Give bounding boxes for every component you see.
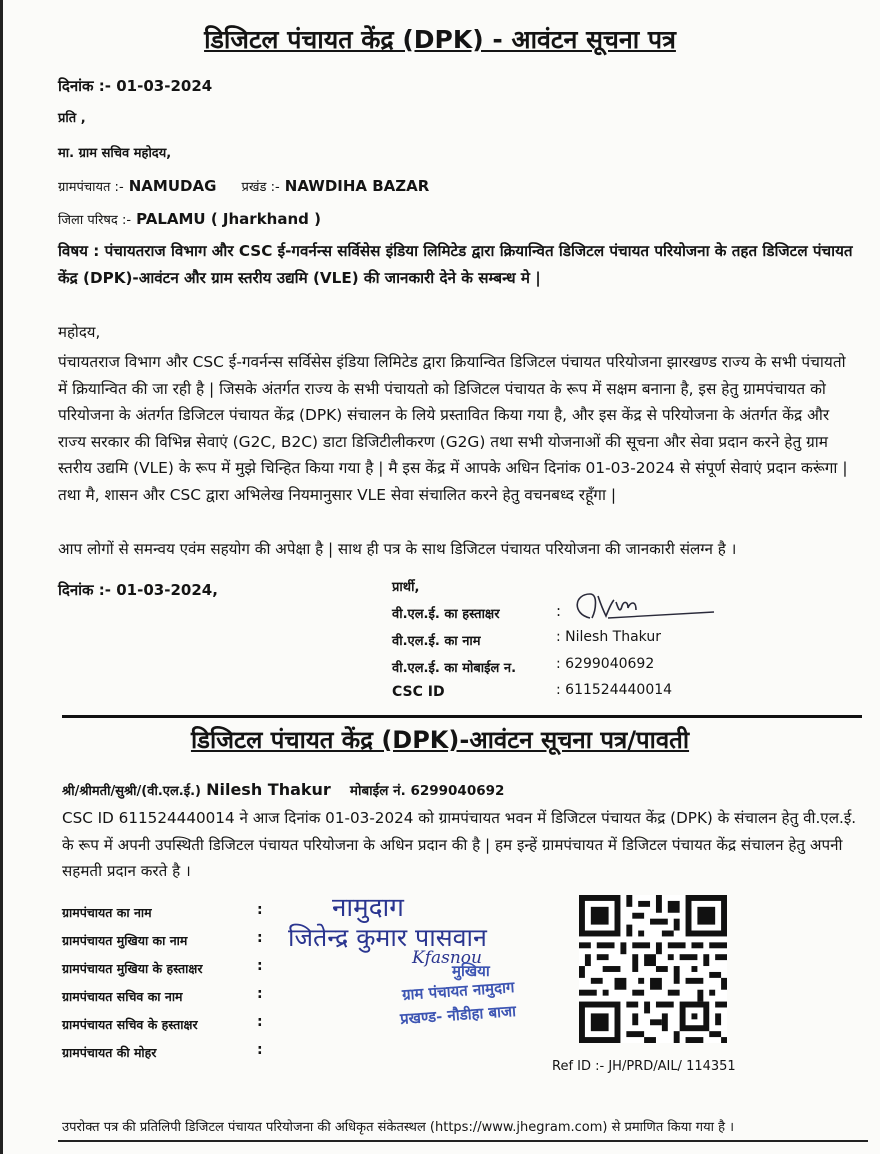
csc-id-value: : 611524440014 [556,682,673,698]
colon-4: : [257,986,263,1002]
date-line: दिनांक :- 01-03-2024 [58,77,213,95]
colon-5: : [257,1014,263,1030]
section-divider [62,715,862,718]
district-value: PALAMU ( Jharkhand ) [136,210,321,228]
district-line [58,209,321,228]
person-prefix: श्री/श्रीमती/सुश्री/(वी.एल.ई.) [62,784,201,799]
left-border [0,0,3,1154]
vle-name-label: वी.एल.ई. का नाम [392,634,481,649]
salutation: महोदय, [58,323,101,341]
addressee: मा. ग्राम सचिव महोदय, [58,146,172,161]
letter-body: पंचायतराज विभाग और CSC ई-गवर्नन्स सर्विसेस इंडिया लिमिटेड द्वारा क्रियान्वित डिजिटल पंचायत परियोजना झारखण्ड राज्य के सभी पंचायतो में क्रियान्वित की जा रही है | जिसके अंतर्गत राज्य के सभी पंचायतो को डिजिटल पंचायत के रूप में सक्षम बनाना है, इस हेतु ग्रामपंचायत को परियोजना के अंतर्गत डिजिटल पंचायत केंद्र (DPK) संचालन के लिये प्रस्तावित किया गया है, और इस केंद्र से परियोजना के अंतर्गत केंद्र और राज्य सरकार की विभिन्न सेवाएं (G2C, B2C) डाटा डिजिटीलीकरण (G2G) तथा सभी योजनाओं की सूचना और सेवा प्रदान करने हेतु ग्राम स्तरीय उद्यमि (VLE) के रूप में मुझे चिन्हित किया गया है | मै इस केंद्र में आपके अधिन दिनांक 01-03-2024 से संपूर्ण सेवाएं प्रदान करूंगा | तथा मै, शासन और CSC द्वारा अभिलेख नियमानुसार VLE सेवा संचालित करने हेतु वचनबध्द रहूँगा | [58,353,848,504]
closing-line: आप लोगों से समन्वय एवंम सहयोग की अपेक्षा है | साथ ही पत्र के साथ डिजिटल पंचायत परियोजना की जानकारी संलग्न है । [58,540,737,558]
vle-name-value: : Nilesh Thakur [556,629,661,645]
stamp-line-3: प्रखण्ड- नौडीहा बाजा [399,1001,517,1029]
row-stamp: ग्रामपंचायत की मोहर [62,1045,157,1060]
ref-id: Ref ID :- JH/PRD/AIL/ 114351 [552,1059,736,1074]
applicant-label: प्रार्थी, [392,580,420,595]
vle-sign-label: वी.एल.ई. का हस्ताक्षर [392,607,500,622]
qr-code-icon [578,895,728,1043]
row-sachiv-sign: ग्रामपंचायत सचिव के हस्ताक्षर [62,1017,198,1032]
stamp-line-2: ग्राम पंचायत नामुदाग [401,978,515,1004]
handwritten-signature: Kfasnou [412,948,482,968]
subject: विषय : पंचायतराज विभाग और CSC ई-गवर्नन्स सर्विसेस इंडिया लिमिटेड द्वारा क्रियान्वित डिजिटल पंचायत परियोजना के तहत डिजिटल पंचायत केंद्र (DPK)-आवंटन और ग्राम स्तरीय उद्यमि (VLE) की जानकारी देने के सम्बन्ध मे | [58,242,853,287]
row-sachiv-name: ग्रामपंचायत सचिव का नाम [62,989,183,1004]
receipt-person-line [62,780,504,799]
vle-mobile-value: : 6299040692 [556,656,655,672]
colon-6: : [257,1042,263,1058]
footer-line [58,1140,868,1142]
csc-id-label: CSC ID [392,684,445,700]
prati-line: प्रति , [58,111,86,126]
colon-3: : [257,958,263,974]
footer-note: उपरोक्त पत्र की प्रतिलिपी डिजिटल पंचायत परियोजना की अधिकृत संकेतस्थल (https://www.jhegram.com) से प्रमाणित किया गया है । [62,1120,735,1135]
stamp-line-1: मुखिया [452,962,490,980]
row-mukhiya-name: ग्रामपंचायत मुखिया का नाम [62,933,188,948]
date-2: दिनांक :- 01-03-2024, [58,581,218,599]
gram-label: ग्रामपंचायत :- [58,180,124,195]
person-name: Nilesh Thakur [206,780,331,799]
colon-2: : [257,930,263,946]
handwritten-gp-name: नामुदाग [332,893,404,923]
gram-line [58,176,429,195]
district-label: जिला परिषद :- [58,213,132,228]
signature-icon [568,588,716,632]
row-mukhiya-sign: ग्रामपंचायत मुखिया के हस्ताक्षर [62,961,203,976]
handwritten-mukhiya-name: जितेन्द्र कुमार पासवान [288,923,487,952]
page-title: डिजिटल पंचायत केंद्र (DPK) - आवंटन सूचना पत्र [204,25,676,54]
person-mobile: मोबाईल नं. 6299040692 [349,783,505,799]
block-value: NAWDIHA BAZAR [284,177,430,195]
vle-sign-colon: : [556,602,562,620]
row-gp-name: ग्रामपंचायत का नाम [62,905,152,920]
vle-mobile-label: वी.एल.ई. का मोबाईल न. [392,661,517,676]
block-label: प्रखंड :- [241,180,280,195]
colon-1: : [257,902,263,918]
receipt-paragraph: CSC ID 611524440014 ने आज दिनांक 01-03-2024 को ग्रामपंचायत भवन में डिजिटल पंचायत केंद्र (DPK) के संचालन हेतु वी.एल.ई. के रूप में अपनी उपस्थिती डिजिटल पंचायत परियोजना के अधिन प्रदान की है | हम इन्हें ग्रामपंचायत में डिजिटल पंचायत केंद्र संचालन हेतु अपनी सहमती प्रदान करते है । [62,809,857,880]
gram-value: NAMUDAG [128,177,217,195]
receipt-title: डिजिटल पंचायत केंद्र (DPK)-आवंटन सूचना पत्र/पावती [190,726,690,754]
